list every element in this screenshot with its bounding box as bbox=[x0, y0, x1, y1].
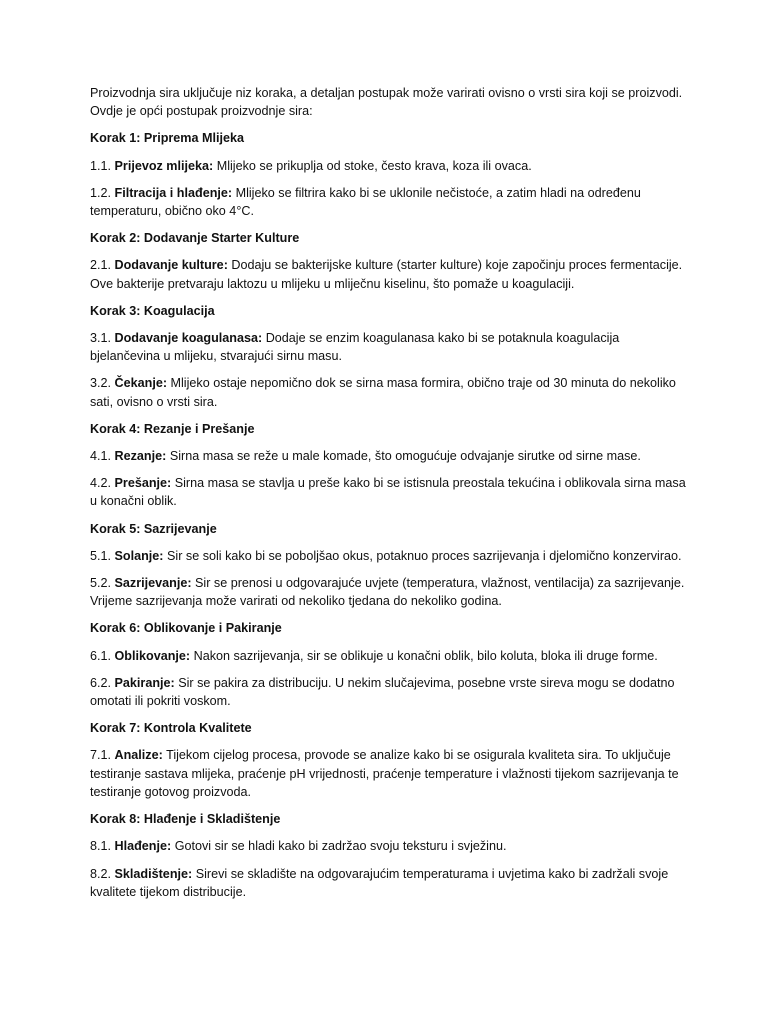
step-number: 2.1. bbox=[90, 258, 112, 273]
step-paragraph bbox=[90, 474, 690, 510]
section-heading: Korak 4: Rezanje i Prešanje bbox=[90, 421, 255, 436]
step-number: 3.2. bbox=[90, 376, 112, 391]
step-number: 4.1. bbox=[90, 449, 112, 464]
step-number: 5.2. bbox=[90, 576, 112, 591]
step-text: Sir se soli kako bi se poboljšao okus, potaknuo proces sazrijevanja i djelomično konzervirao. bbox=[167, 548, 682, 563]
step-number: 1.1. bbox=[90, 158, 112, 173]
step-text: Sirna masa se reže u male komade, što omogućuje odvajanje sirutke od sirne mase. bbox=[169, 449, 641, 464]
step-number: 4.2. bbox=[90, 476, 112, 491]
intro-paragraph: Proizvodnja sira uključuje niz koraka, a detaljan postupak može varirati ovisno o vrsti sira koji se proizvodi. Ovdje je opći postupak proizvodnje sira: bbox=[90, 86, 683, 119]
sections-container bbox=[90, 129, 690, 901]
step-term: Solanje: bbox=[114, 548, 164, 563]
step-paragraph bbox=[90, 256, 690, 292]
section-heading: Korak 6: Oblikovanje i Pakiranje bbox=[90, 621, 282, 636]
step-term: Dodavanje koagulanasa: bbox=[114, 331, 263, 346]
step-paragraph bbox=[90, 837, 690, 855]
step-text: Sirna masa se stavlja u preše kako bi se istisnula preostala tekućina i oblikovala sirna masa u konačni oblik. bbox=[90, 476, 686, 509]
section-heading: Korak 7: Kontrola Kvalitete bbox=[90, 721, 252, 736]
step-text: Dodaje se enzim koagulanasa kako bi se potaknula koagulacija bjelančevina u mlijeku, stvarajući sirnu masu. bbox=[90, 331, 620, 364]
step-paragraph bbox=[90, 746, 690, 801]
step-number: 6.2. bbox=[90, 675, 112, 690]
step-number: 6.1. bbox=[90, 648, 112, 663]
step-term: Rezanje: bbox=[114, 449, 167, 464]
step-paragraph bbox=[90, 329, 690, 365]
step-term: Pakiranje: bbox=[114, 675, 175, 690]
step-number: 8.2. bbox=[90, 866, 112, 881]
section-heading: Korak 5: Sazrijevanje bbox=[90, 521, 217, 536]
step-text: Sirevi se skladište na odgovarajućim temperaturama i uvjetima kako bi zadržali svoje kvalitete tijekom distribucije. bbox=[90, 866, 669, 899]
step-paragraph bbox=[90, 865, 690, 901]
step-number: 5.1. bbox=[90, 548, 112, 563]
step-paragraph bbox=[90, 647, 690, 665]
step-text: Mlijeko ostaje nepomično dok se sirna masa formira, obično traje od 30 minuta do nekoliko sati, ovisno o vrsti sira. bbox=[90, 376, 676, 409]
step-text: Mlijeko se prikuplja od stoke, često krava, koza ili ovaca. bbox=[216, 158, 532, 173]
step-text: Gotovi sir se hladi kako bi zadržao svoju teksturu i svježinu. bbox=[174, 839, 507, 854]
step-number: 8.1. bbox=[90, 839, 112, 854]
document-page bbox=[90, 84, 690, 910]
step-number: 1.2. bbox=[90, 185, 112, 200]
step-text: Dodaju se bakterijske kulture (starter kulture) koje započinju proces fermentacije. Ove bakterije pretvaraju laktozu u mlijeku u mliječnu kiselinu, što pomaže u koagulaciji. bbox=[90, 258, 683, 291]
step-paragraph bbox=[90, 374, 690, 410]
step-paragraph bbox=[90, 547, 690, 565]
step-term: Prijevoz mlijeka: bbox=[114, 158, 214, 173]
step-term: Sazrijevanje: bbox=[114, 576, 192, 591]
step-text: Mlijeko se filtrira kako bi se uklonile nečistoće, a zatim hladi na određenu temperaturu, obično oko 4°C. bbox=[90, 185, 641, 219]
step-term: Prešanje: bbox=[114, 476, 172, 491]
step-paragraph bbox=[90, 674, 690, 710]
step-text: Nakon sazrijevanja, sir se oblikuje u konačni oblik, bilo koluta, bloka ili druge forme. bbox=[193, 648, 658, 663]
step-paragraph bbox=[90, 157, 690, 175]
step-paragraph bbox=[90, 574, 690, 610]
section-heading: Korak 2: Dodavanje Starter Kulture bbox=[90, 231, 300, 246]
step-number: 3.1. bbox=[90, 331, 112, 346]
step-term: Čekanje: bbox=[114, 376, 168, 391]
step-term: Analize: bbox=[114, 748, 163, 763]
section-heading: Korak 3: Koagulacija bbox=[90, 303, 215, 318]
step-term: Oblikovanje: bbox=[114, 648, 191, 663]
step-text: Sir se pakira za distribuciju. U nekim slučajevima, posebne vrste sireva mogu se dodatno omotati ili pokriti voskom. bbox=[90, 675, 675, 709]
step-number: 7.1. bbox=[90, 748, 112, 763]
step-paragraph bbox=[90, 447, 690, 465]
section-heading: Korak 1: Priprema Mlijeka bbox=[90, 131, 244, 146]
step-paragraph bbox=[90, 184, 690, 220]
step-term: Dodavanje kulture: bbox=[114, 258, 228, 273]
step-term: Filtracija i hlađenje: bbox=[114, 185, 233, 200]
step-term: Skladištenje: bbox=[114, 866, 193, 881]
step-term: Hlađenje: bbox=[114, 839, 172, 854]
section-heading: Korak 8: Hlađenje i Skladištenje bbox=[90, 812, 281, 827]
step-text: Sir se prenosi u odgovarajuće uvjete (temperatura, vlažnost, ventilacija) za sazrijevanje. Vrijeme sazrijevanja može varirati od nekoliko tjedana do nekoliko godina. bbox=[90, 576, 685, 609]
step-text: Tijekom cijelog procesa, provode se analize kako bi se osigurala kvaliteta sira. To uključuje testiranje sastava mlijeka, praćenje pH vrijednosti, praćenje temperature i vlažnosti tijekom sazrijevanja te testiranje gotovog proizvoda. bbox=[90, 748, 679, 799]
